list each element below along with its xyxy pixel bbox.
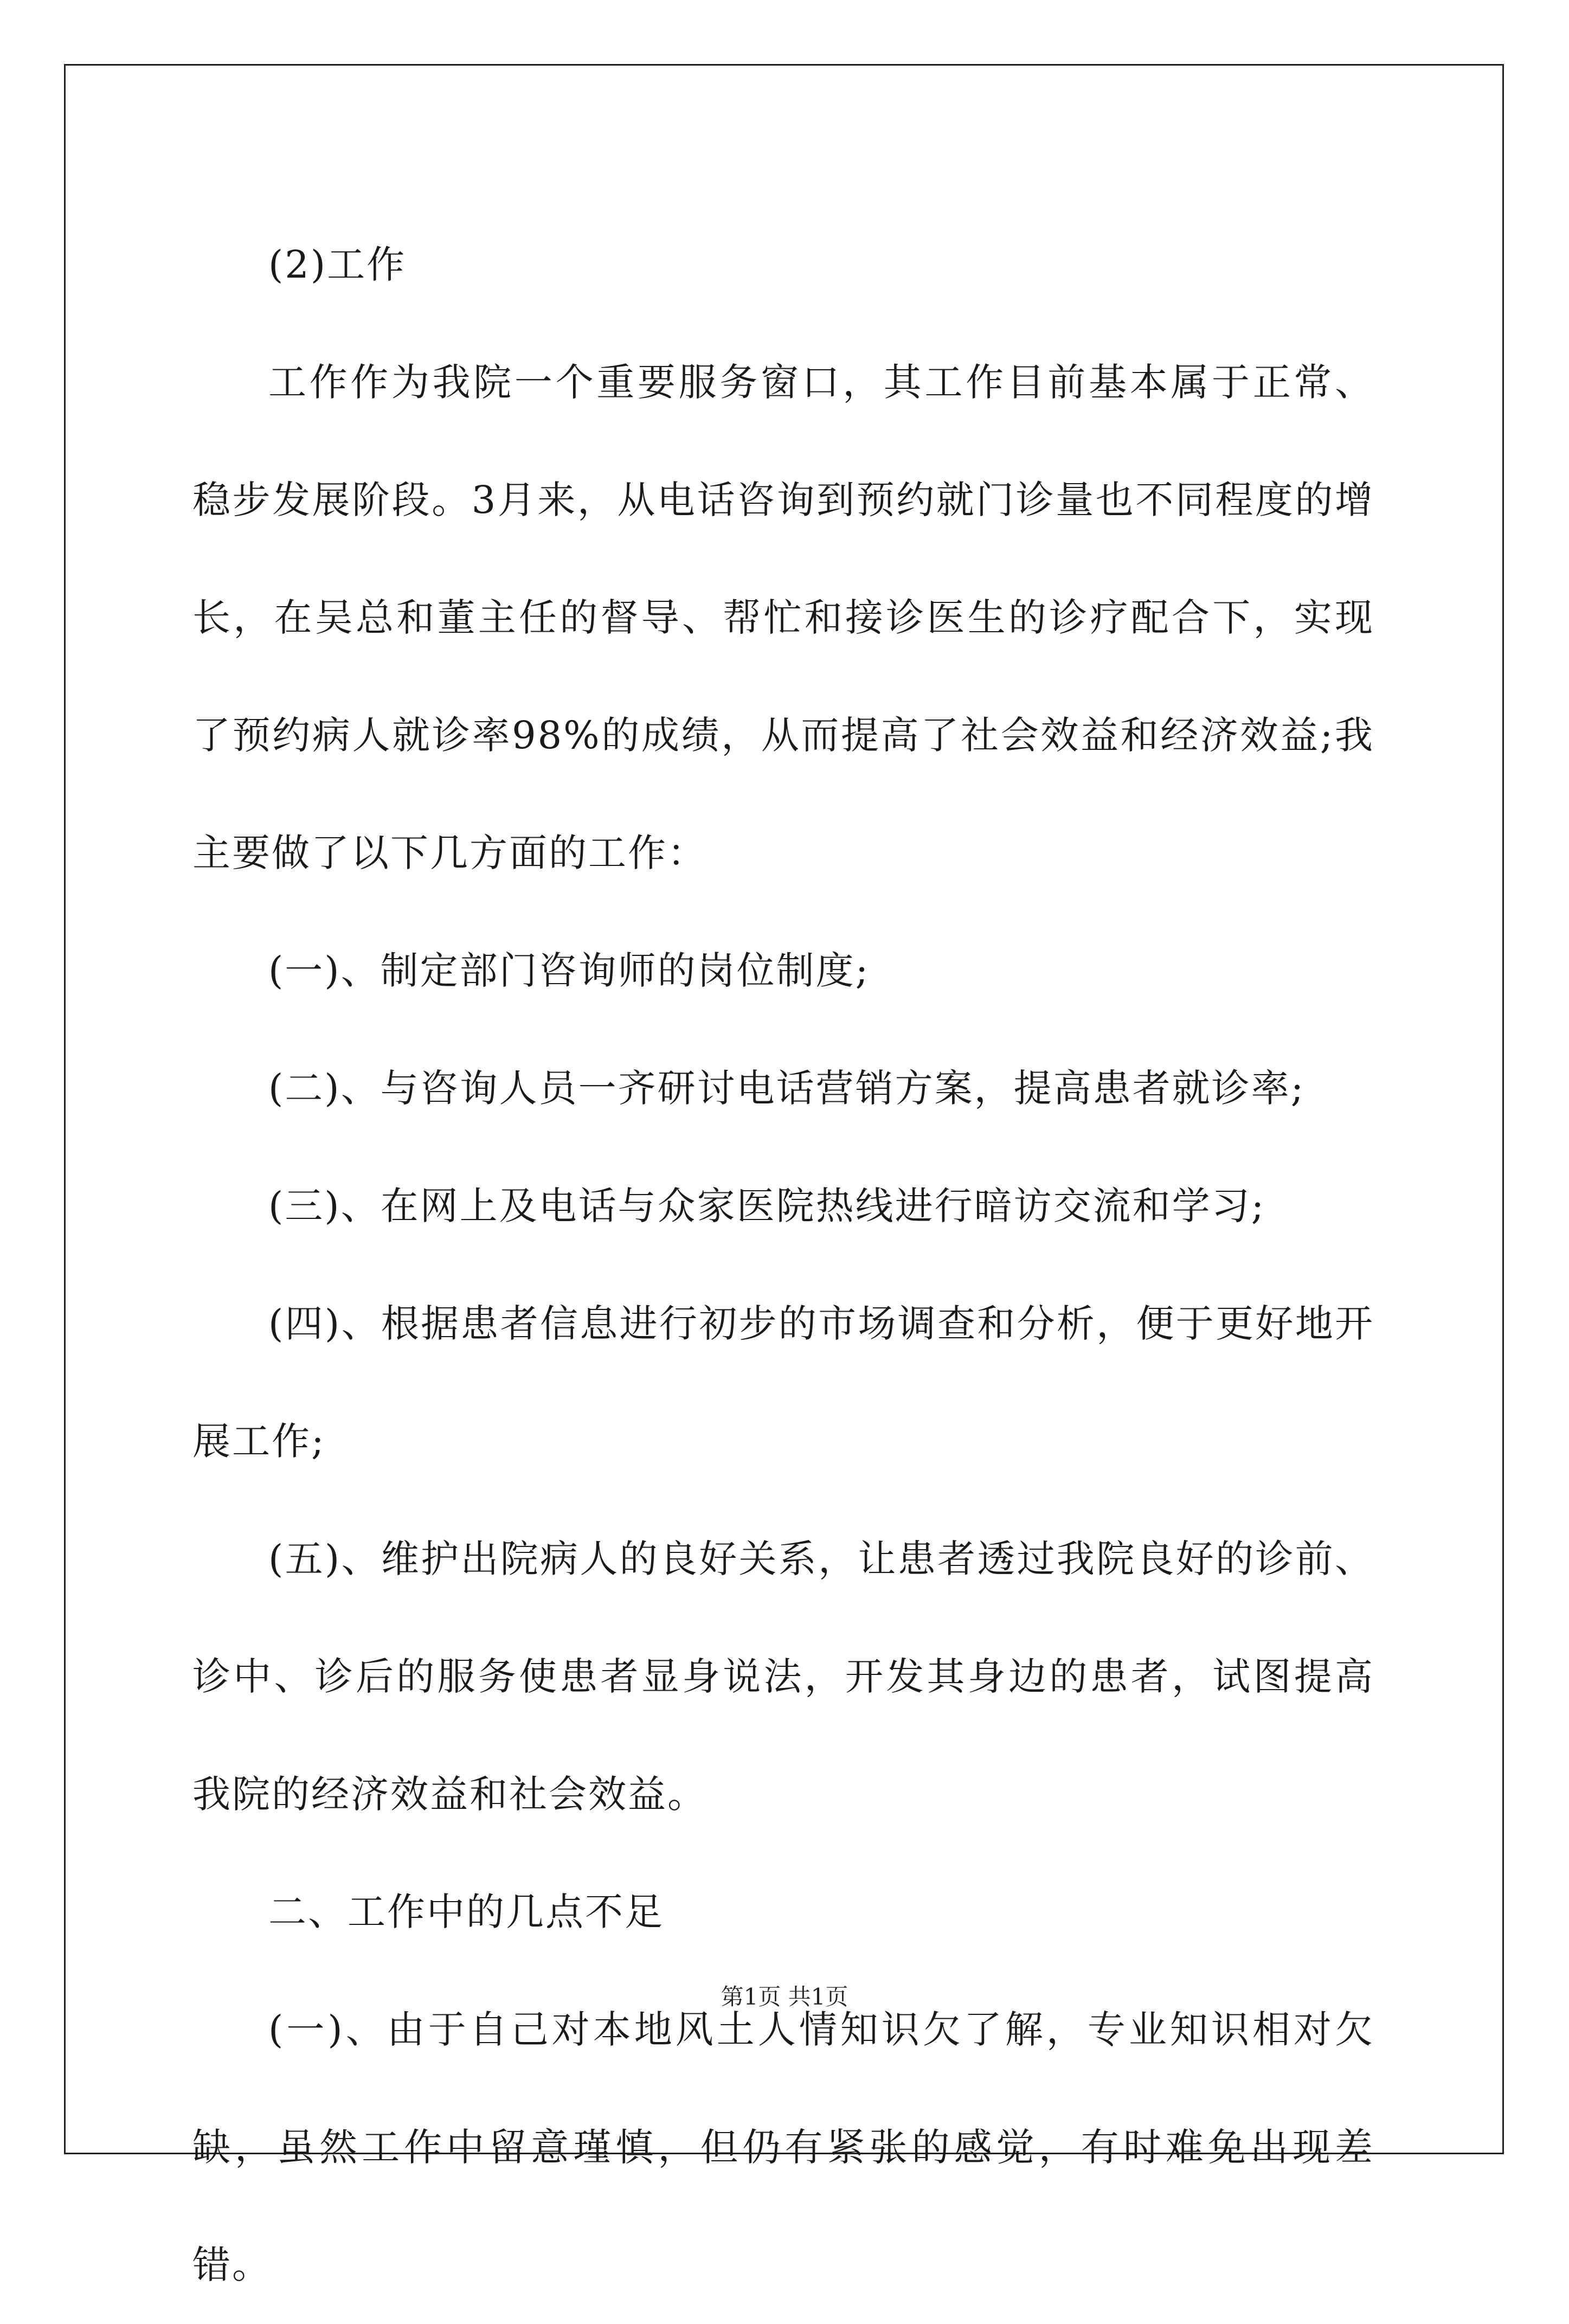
paragraph-item-1: (一)、制定部门咨询师的岗位制度;: [268, 948, 870, 993]
paragraph-work-intro: 工作作为我院一个重要服务窗口，其工作目前基本属于正常、稳步发展阶段。3月来，从电话咨询到预约就门诊量也不同程度的增长，在吴总和董主任的督导、帮忙和接诊医生的诊疗配合下，实现了预约病人就诊率98%的成绩，从而提高了社会效益和经济效益;我主要做了以下几方面的工作：: [192, 360, 1374, 875]
paragraph-item-4: (四)、根据患者信息进行初步的市场调查和分析，便于更好地开展工作;: [192, 1301, 1374, 1463]
section-heading-shortcomings: 二、工作中的几点不足: [268, 1890, 664, 1934]
paragraph-heading-work: (2)工作: [268, 242, 407, 287]
paragraph-item-5: (五)、维护出院病人的良好关系，让患者透过我院良好的诊前、诊中、诊后的服务使患者显身说法，开发其身边的患者，试图提高我院的经济效益和社会效益。: [192, 1537, 1374, 1816]
paragraph-item-2: (二)、与咨询人员一齐研讨电话营销方案，提高患者就诊率;: [268, 1066, 1306, 1110]
paragraph-item-3: (三)、在网上及电话与众家医院热线进行暗访交流和学习;: [268, 1184, 1266, 1228]
paragraph-shortcoming-1: (一)、由于自己对本地风土人情知识欠了解，专业知识相对欠缺，虽然工作中留意瑾慎，但仍有紧张的感觉，有时难免出现差错。: [192, 2007, 1374, 2287]
page-number-footer: 第1页 共1页: [721, 1983, 848, 2010]
